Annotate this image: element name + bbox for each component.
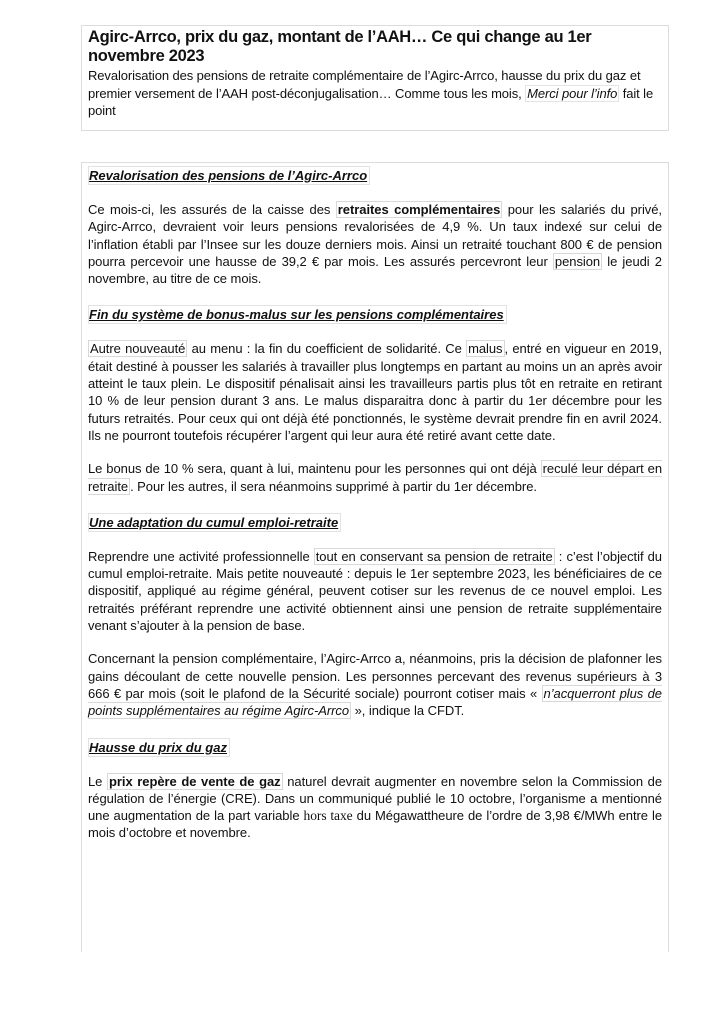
text-run: Le: [88, 773, 107, 789]
paragraph: [88, 548, 662, 634]
section-heading-cumul-emploi-retraite: Une adaptation du cumul emploi-retraite: [88, 513, 341, 532]
link-recule-depart-retraite[interactable]: reculé leur départ en retraite: [88, 461, 662, 494]
text-run: », indique la CFDT.: [351, 703, 465, 719]
paragraph: [88, 201, 662, 287]
article-body: [81, 162, 669, 952]
text-run: . Pour les autres, il sera néanmoins supprimé à partir du 1er décembre.: [130, 478, 537, 494]
subtitle-text: Revalorisation des pensions de retraite complémentaire de l’Agirc-Arrco, hausse du prix du gaz et premier versement de l’AAH post-déconjugalisation… Comme tous les mois,: [88, 68, 641, 101]
text-run: , entré en vigueur en 2019, était destiné à pousser les salariés à travailler plus longtemps en partant au moins un an après avoir atteint le taux plein. Le dispositif pénalisait ainsi les travailleurs partis plus tôt en retraite en retirant 10 % de leur pension durant 3 ans. Le malus disparaitra donc à partir du 1er décembre pour les futurs retraités. Pour ceux qui ont déjà été ponctionnés, le système devrait prendre fin en avril 2024. Ils ne pourront toutefois récupérer l’argent qui leur aura été retiré avant cette date.: [88, 341, 663, 443]
article-subtitle: [88, 67, 662, 120]
text-run: du Mégawattheure de l’ordre de 3,98 €/MWh entre le mois d’octobre et novembre.: [88, 808, 663, 841]
subtitle-text-end: fait le point: [88, 85, 654, 118]
text-run: Concernant la pension complémentaire, l’Agirc-Arrco a, néanmoins, pris la décision de plafonner les gains découlant de cette nouvelle pension. Les personnes percevant des revenus supérieurs à 3 666 € par mois (soit le plafond de la Sécurité sociale) pourront cotiser mais «: [88, 651, 662, 701]
text-run: : c’est l’objectif du cumul emploi-retraite. Mais petite nouveauté : depuis le 1er septembre 2023, les bénéficiaires de ce dispositif, appliqué au régime général, peuvent cotiser sur les revenus de ce nouvel emploi. Les retraités préférant reprendre une activité obtiennent ainsi une pension de retraite supplémentaire venant s’ajouter à la pension de base.: [88, 548, 662, 634]
page-title: Agirc-Arrco, prix du gaz, montant de l’AAH… Ce qui change au 1er novembre 2023: [88, 28, 592, 65]
paragraph: [88, 650, 662, 719]
paragraph: [88, 460, 662, 495]
link-retraites-complementaires[interactable]: retraites complémentaires: [337, 202, 501, 217]
article-header: [81, 25, 669, 131]
text-run: Le bonus de 10 % sera, quant à lui, maintenu pour les personnes qui ont déjà: [88, 461, 541, 477]
link-pension[interactable]: pension: [554, 253, 601, 269]
text-run: le jeudi 2 novembre, au titre de ce mois.: [88, 253, 662, 287]
section-heading-prix-gaz: Hausse du prix du gaz: [88, 738, 230, 757]
text-run: pour les salariés du privé, Agirc-Arrco, devraient voir leurs pensions revalorisées de 4,9 %. Un taux indexé sur celui de l’inflation établi par l’Insee sur les douze derniers mois. Ainsi un retraité touchant 800 € de pension pourra percevoir une hausse de 39,2 € par mois. Les assurés percevront leur: [88, 202, 662, 269]
text-run: Ce mois-ci, les assurés de la caisse des: [88, 202, 336, 217]
paragraph: [88, 773, 662, 842]
text-run: au menu : la fin du coefficient de solidarité. Ce: [187, 341, 467, 357]
link-malus[interactable]: malus: [468, 341, 503, 357]
text-run: Reprendre une activité professionnelle: [88, 548, 314, 564]
text-run: naturel devrait augmenter en novembre selon la Commission de régulation de l’énergie (CRE). Dans un communiqué publié le 10 octobre, l’organisme a mentionné une augmentation de la part variable: [88, 773, 663, 824]
section-heading-bonus-malus: Fin du système de bonus-malus sur les pensions complémentaires: [88, 305, 507, 324]
link-autre-nouveaute[interactable]: Autre nouveauté: [90, 341, 186, 357]
link-conserver-pension[interactable]: tout en conservant sa pension de retraite: [315, 548, 553, 564]
paragraph: [88, 340, 662, 444]
section-heading-agirc-arrco: Revalorisation des pensions de l’Agirc-Arrco: [88, 166, 370, 185]
quote-cfdt: n’acquerront plus de points supplémentaires au régime Agirc-Arrco: [88, 685, 662, 719]
text-hors-taxe: hors taxe: [303, 808, 353, 824]
subtitle-source-link[interactable]: Merci pour l’info: [527, 85, 618, 101]
link-prix-repere-gaz[interactable]: prix repère de vente de gaz: [109, 773, 281, 789]
